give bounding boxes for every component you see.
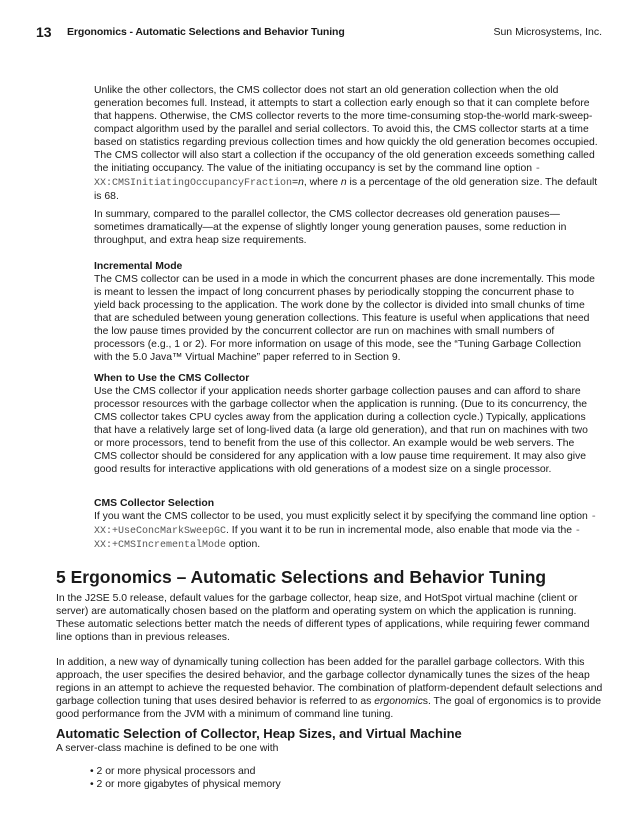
when-to-use-heading: When to Use the CMS Collector <box>94 373 250 384</box>
code-cms-incremental-mode: -XX:+CMSIncrementalMode <box>94 526 581 551</box>
collector-selection-heading: CMS Collector Selection <box>94 498 215 509</box>
list-item: • 2 or more gigabytes of physical memory <box>90 778 594 791</box>
incremental-mode-text: The CMS collector can be used in a mode in which the concurrent phases are done incrementally. This mode is meant to lessen the impact of long concurrent phases by periodically stopping the concurrent phase to yield back processing to the application. The work done by the collector is divided into small chunks of time that are scheduled between young generation collections. This feature is useful when applications that need the low pause times provided by the concurrent collector are run on machines with small numbers of processors (e.g., 1 or 2). For more information on usage of this mode, see the “Tuning Garbage Collection with the 5.0 Java™ Virtual Machine” paper referred to in Section 9. <box>94 274 595 363</box>
code-use-conc-mark-sweep: -XX:+UseConcMarkSweepGC <box>94 512 597 537</box>
ergonomics-tuning-paragraph: In addition, a new way of dynamically tuning collection has been added for the parallel garbage collectors. With this approach, the user specifies the desired behavior, and the garbage collector dynamically tunes the sizes of the heap regions in an attempt to achieve the requested behavior. The combination of platform-dependent default selections and garbage collection tuning that uses desired behavior is referred to as ergonomics. The goal of ergonomics is to provide good performance from the JVM with a minimum of command line tuning. <box>56 657 603 720</box>
cms-occupancy-paragraph: Unlike the other collectors, the CMS collector does not start an old generation collection when the old generation becomes full. Instead, it attempts to start a collection early enough so that it can complete before that happens. Otherwise, the CMS collector reverts to the more time-consuming stop-the-world mark-sweep-compact algorithm used by the parallel and serial collectors. To avoid this, the CMS collector starts at a time based on statistics regarding previous collection times and how quickly the old generation becomes occupied. The CMS collector will also start a collection if the occupancy of the old generation exceeds something called the initiating occupancy. The value of the initiating occupancy is set by the command line option -XX:CMSInitiatingOccupancyFraction=n, where n is a percentage of the old generation size. The default is 68. <box>94 85 598 202</box>
company-name: Sun Microsystems, Inc. <box>493 26 602 38</box>
incremental-mode-section <box>94 260 598 364</box>
server-class-intro: A server-class machine is defined to be one with <box>56 743 279 754</box>
ergonomics-intro-paragraph: In the J2SE 5.0 release, default values for the garbage collector, heap size, and HotSpot virtual machine (client or server) are automatically chosen based on the platform and operating system on which the application is running. These automatic selections better match the needs of different types of applications, while requiring fewer command line options than in previous releases. <box>56 593 590 643</box>
code-initiating-occupancy: -XX:CMSInitiatingOccupancyFraction <box>94 164 541 189</box>
collector-selection-section <box>94 497 598 552</box>
running-title: Ergonomics - Automatic Selections and Behavior Tuning <box>67 26 345 38</box>
server-class-criteria-list <box>90 765 594 791</box>
summary-paragraph: In summary, compared to the parallel collector, the CMS collector decreases old generation pauses—sometimes dramatically—at the expense of slightly longer young generation pauses, some reduction in throughput, and extra heap size requirements. <box>94 209 567 246</box>
list-item: • 2 or more physical processors and <box>90 765 594 778</box>
page-number: 13 <box>36 24 52 40</box>
incremental-mode-heading: Incremental Mode <box>94 261 183 272</box>
when-to-use-section <box>94 372 598 476</box>
automatic-selection-heading: Automatic Selection of Collector, Heap Sizes, and Virtual Machine <box>56 726 462 741</box>
collector-selection-text: If you want the CMS collector to be used, you must explicitly select it by specifying the command line option -XX:+UseConcMarkSweepGC. If you want it to be run in incremental mode, also enable that mode via the -XX:+CMSIncrementalMode option. <box>94 511 597 551</box>
page-header <box>36 24 602 42</box>
when-to-use-text: Use the CMS collector if your application needs shorter garbage collection pauses and can afford to share processor resources with the garbage collector when the application is running. (Due to its concurrency, the CMS collector takes CPU cycles away from the application during a collection cycle.) Typically, applications that have a relatively large set of long-lived data (a large old generation), and that run on machines with two or more processors, tend to benefit from the use of this collector. An example would be web servers. The CMS collector should be considered for any application with a low pause time requirement. It may also give good results for interactive applications with old generations of a modest size on a single processor. <box>94 386 588 475</box>
section-5-heading: 5 Ergonomics – Automatic Selections and Behavior Tuning <box>56 567 547 587</box>
